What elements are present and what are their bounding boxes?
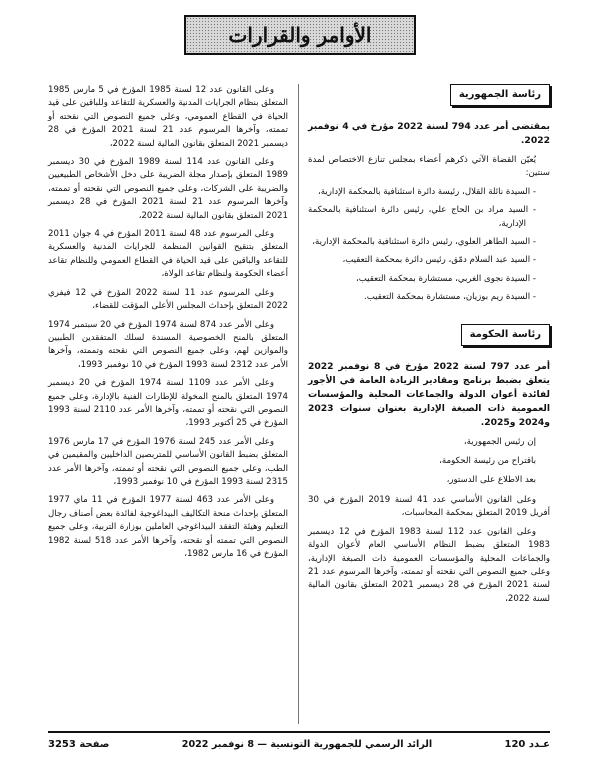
body-paragraph: وعلى الأمر عدد 1109 لسنة 1974 المؤرخ في 20 ديسمبر 1974 المتعلق بالمنح المخولة للإطارات الفنية بالإدارة، وعلى جميع النصوص التي نقحته أو تممته، وآخرها الأمر عدد 2110 لسنة 1993 المؤرخ في 25 أكتوبر 1993، [48, 378, 288, 429]
footer-rule [48, 731, 550, 733]
preamble-line: بعد الاطلاع على الدستور، [446, 475, 536, 486]
preamble-line: باقتراح من رئيسة الحكومة، [439, 456, 536, 467]
page-title: الأوامر والقرارات [228, 23, 372, 47]
column-divider [298, 84, 299, 724]
preamble-line: إن رئيس الجمهورية، [463, 436, 536, 447]
list-item: - السيدة نجوى الغربي، مستشارة بمحكمة التعقيب، [308, 273, 536, 286]
body-paragraph: وعلى الأمر عدد 874 لسنة 1974 المؤرخ في 20 سبتمبر 1974 المتعلق بالمنح الخصوصية المسندة لسلك المتفقدين الطبيين والموازين لهم، وعلى جميع النصوص التي نقحته وتممته، وآخرها الأمر عدد 2312 لسنة 1993 المؤرخ في 10 نوفمبر 1993، [48, 319, 288, 370]
decree-title: بمقتضى أمر عدد 794 لسنة 2022 مؤرخ في 4 نوفمبر 2022. [308, 121, 550, 146]
body-paragraph: وعلى الأمر عدد 463 لسنة 1977 المؤرخ في 11 ماي 1977 المتعلق بإحداث منحة التكاليف البيداغوجية لفائدة بعض أصناف رجال التعليم وهيئة التفقد البيداغوجي العاملين بوزارة التربية، وعلى جميع النصوص التي تممته أو نقحته، وآخرها الأمر عدد 518 لسنة 1982 المؤرخ في 16 مارس 1982، [48, 495, 288, 559]
list-item: - السيدة نائلة القلال، رئيسة دائرة استئنافية بالمحكمة الإدارية، [308, 186, 536, 199]
body-paragraph: وعلى القانون عدد 114 لسنة 1989 المؤرخ في 30 ديسمبر 1989 المتعلق بإصدار مجلة الضريبة على دخل الأشخاص الطبيعيين والضريبة على الشركات، وعلى جميع النصوص التي نقحته أو تممته، وآخرها المرسوم عدد 21 لسنة 2021 المؤرخ في 28 ديسمبر 2021 المتعلق بقانون المالية لسنة 2022، [48, 157, 288, 221]
preamble-paragraph: وعلى القانون الأساسي عدد 41 لسنة 2019 المؤرخ في 30 أفريل 2019 المتعلق بمحكمة المحاسبات، [308, 494, 550, 519]
list-item: - السيد الطاهر العلوي، رئيس دائرة استئنافية بالمحكمة الإدارية، [308, 236, 536, 249]
list-item: - السيدة ريم بوزيان، مستشارة بمحكمة التعقيب. [308, 291, 536, 304]
preamble-paragraph: وعلى القانون عدد 112 لسنة 1983 المؤرخ في 12 ديسمبر 1983 المتعلق بضبط النظام الأساسي العام لأعوان الدولة والجماعات المحلية والمؤسسات العمومية ذات الصبغة الإدارية، وعلى جميع النصوص التي نقحته أو تممته، وآخرها المرسوم عدد 21 لسنة 2021 المؤرخ في 28 ديسمبر 2021 المتعلق بقانون المالية لسنة 2022، [308, 526, 551, 604]
page-number: صفحة 3253 [48, 738, 110, 750]
body-paragraph: وعلى المرسوم عدد 11 لسنة 2022 المؤرخ في 12 فيفري 2022 المتعلق بإحداث المجلس الأعلى المؤقت للقضاء، [48, 287, 288, 312]
right-column [308, 84, 550, 611]
gazette-name: الرائد الرسمي للجمهورية التونسية — 8 نوفمبر 2022 [181, 738, 433, 750]
body-paragraph: وعلى الأمر عدد 245 لسنة 1976 المؤرخ في 17 مارس 1976 المتعلق بضبط القانون الأساسي للمتربصين الداخليين والمقيمين في الطب، وعلى جميع النصوص التي نقحته أو تممته، وآخرها الأمر عدد 2315 لسنة 1993 المؤرخ في 10 نوفمبر 1993، [48, 436, 288, 487]
body-paragraph: وعلى المرسوم عدد 48 لسنة 2011 المؤرخ في 4 جوان 2011 المتعلق بتنقيح القوانين المنظمة للجرايات المدنية والعسكرية للتقاعد والباقين على قيد الحياة في القطاع العمومي وللنظام تقاعد أعضاء الحكومة ولنظام تقاعد الولاة، [48, 229, 288, 280]
page-title-box [184, 15, 416, 55]
decree-intro: يُعيّن القضاة الآتي ذكرهم أعضاء بمجلس تنازع الاختصاص لمدة سنتين: [308, 155, 550, 179]
list-item: - السيد عبد السلام دمّق، رئيس دائرة بمحكمة التعقيب، [308, 254, 536, 267]
page-footer [48, 736, 550, 752]
decree-title: أمر عدد 797 لسنة 2022 مؤرخ في 8 نوفمبر 2022 يتعلق بضبط برنامج ومقادير الزيادة العامة في الأجور لفائدة أعوان الدولة والجماعات المحلية والمؤسسات العمومية ذات الصبغة الإدارية بعنوان سنوات 2023 و2024 و2025. [308, 360, 551, 428]
body-paragraph: وعلى القانون عدد 12 لسنة 1985 المؤرخ في 5 مارس 1985 المتعلق بنظام الجرايات المدنية والعسكرية للتقاعد وللباقين على قيد الحياة في القطاع العمومي، وعلى جميع النصوص التي نقحته أو تممته، وآخرها المرسوم عدد 21 لسنة 2021 المؤرخ في 28 ديسمبر 2021 المتعلق بقانون المالية لسنة 2022، [48, 85, 289, 149]
section-heading-presidency: رئاسة الجمهورية [450, 84, 550, 106]
issue-number: عـدد 120 [504, 738, 550, 750]
list-item: - السيد مراد بن الحاج علي، رئيس دائرة استئنافية بالمحكمة الإدارية، [308, 204, 536, 231]
section-heading-government: رئاسة الحكومة [461, 324, 550, 346]
left-column [48, 84, 288, 566]
